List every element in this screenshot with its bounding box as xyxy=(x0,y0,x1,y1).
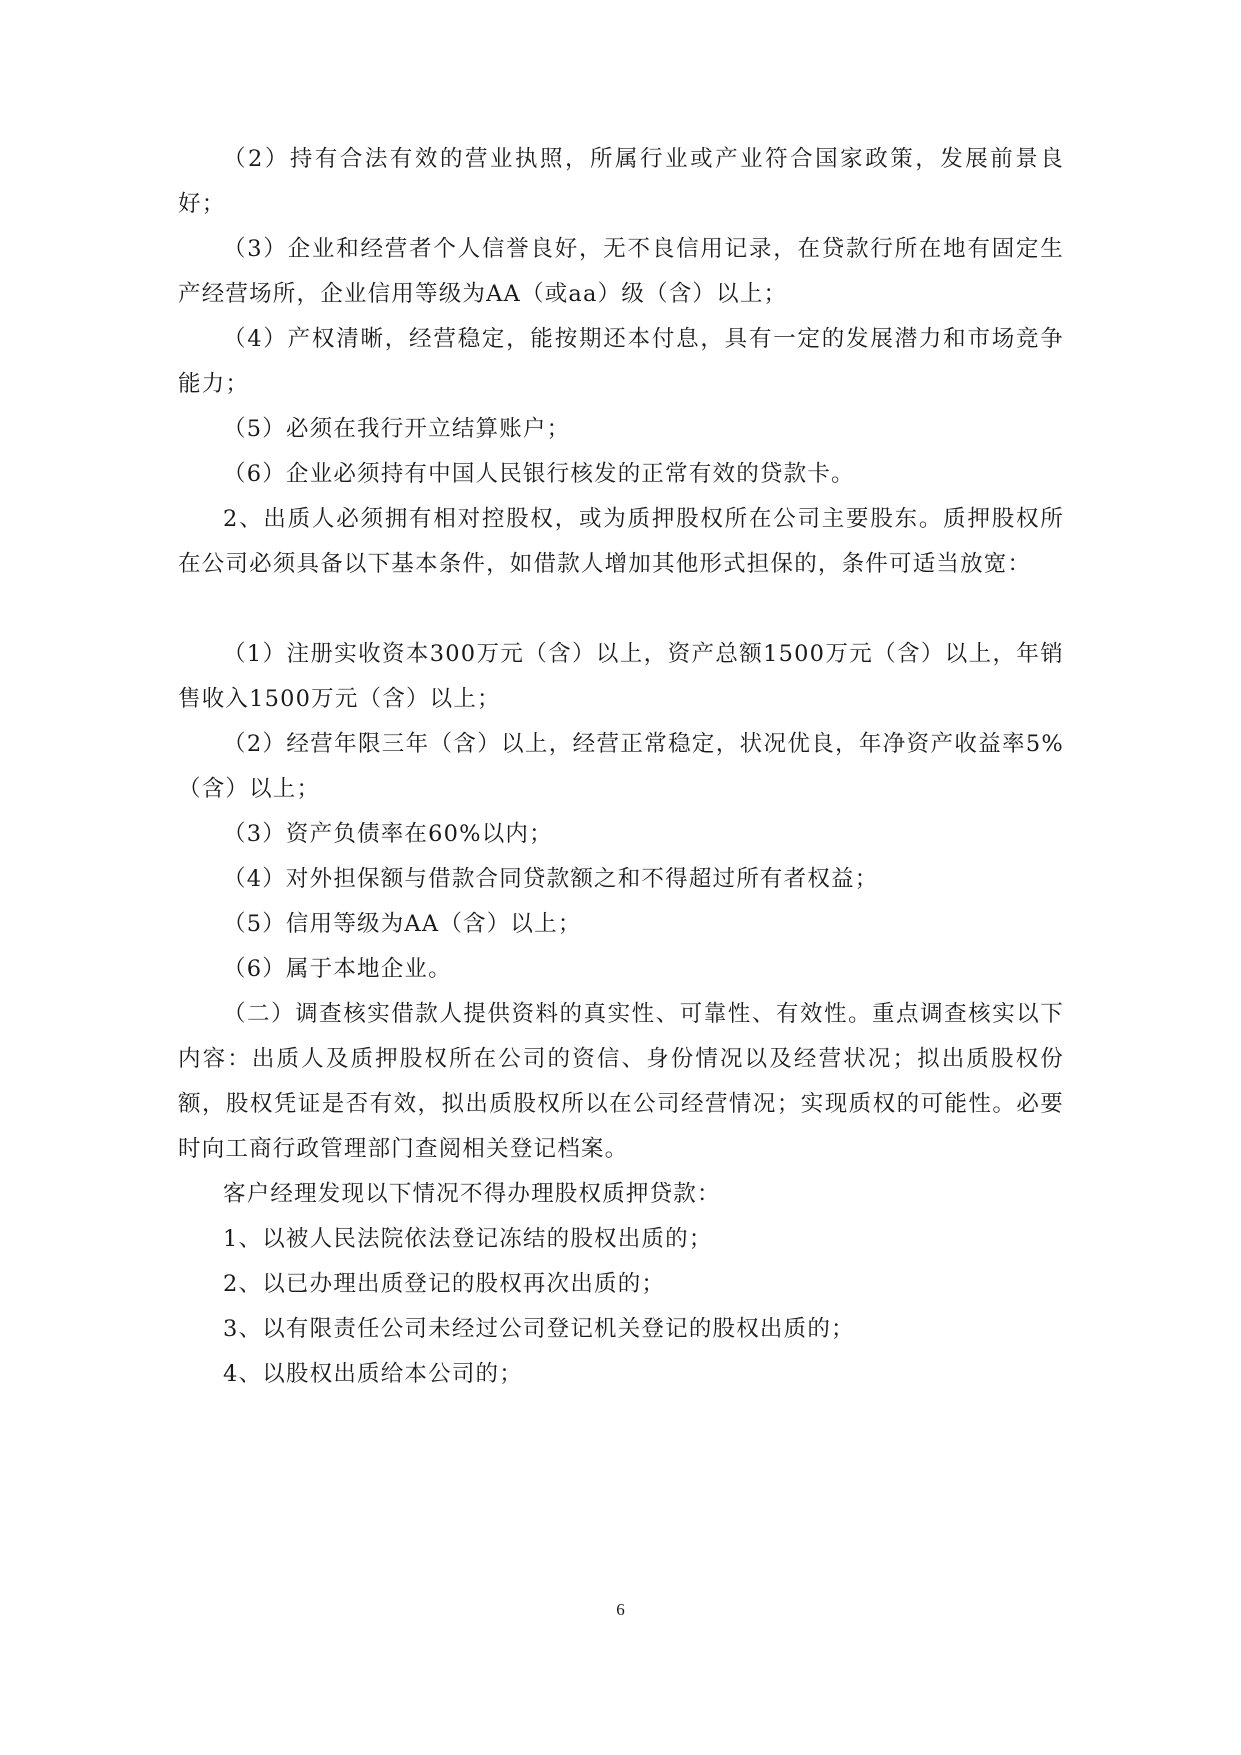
paragraph-prohibited-intro: 客户经理发现以下情况不得办理股权质押贷款： xyxy=(223,1181,721,1207)
paragraph-company-condition-4: （4）对外担保额与借款合同贷款额之和不得超过所有者权益； xyxy=(223,866,879,892)
paragraph-company-condition-1: （1）注册实收资本300万元（含）以上，资产总额1500万元（含）以上，年销售收入1500万元（含）以上； xyxy=(178,641,1064,712)
paragraph-condition-5: （5）必须在我行开立结算账户； xyxy=(223,416,571,442)
paragraph-condition-2: （2）持有合法有效的营业执照，所属行业或产业符合国家政策，发展前景良好； xyxy=(178,146,1064,217)
paragraph-prohibited-3: 3、以有限责任公司未经过公司登记机关登记的股权出质的； xyxy=(223,1316,855,1342)
paragraph-company-condition-6: （6）属于本地企业。 xyxy=(223,956,452,982)
paragraph-company-condition-3: （3）资产负债率在60%以内； xyxy=(223,821,553,847)
paragraph-prohibited-4: 4、以股权出质给本公司的； xyxy=(223,1361,523,1387)
paragraph-prohibited-1: 1、以被人民法院依法登记冻结的股权出质的； xyxy=(223,1226,713,1252)
paragraph-condition-4: （4）产权清晰，经营稳定，能按期还本付息，具有一定的发展潜力和市场竞争能力； xyxy=(178,326,1064,397)
paragraph-section-2-investigation: （二）调查核实借款人提供资料的真实性、可靠性、有效性。重点调查核实以下内容：出质人及质押股权所在公司的资信、身份情况以及经营状况；拟出质股权份额，股权凭证是否有效，拟出质股权所以在公司经营情况；实现质权的可能性。必要时向工商行政管理部门查阅相关登记档案。 xyxy=(178,1001,1064,1162)
page-number: 6 xyxy=(616,1600,625,1619)
paragraph-prohibited-2: 2、以已办理出质登记的股权再次出质的； xyxy=(223,1271,666,1297)
paragraph-company-condition-5: （5）信用等级为AA（含）以上； xyxy=(223,911,582,937)
paragraph-condition-6: （6）企业必须持有中国人民银行核发的正常有效的贷款卡。 xyxy=(223,461,855,487)
paragraph-company-condition-2: （2）经营年限三年（含）以上，经营正常稳定，状况优良，年净资产收益率5%（含）以上； xyxy=(178,731,1064,802)
paragraph-pledgor-requirements: 2、出质人必须拥有相对控股权，或为质押股权所在公司主要股东。质押股权所在公司必须具备以下基本条件，如借款人增加其他形式担保的，条件可适当放宽： xyxy=(178,506,1064,577)
paragraph-condition-3: （3）企业和经营者个人信誉良好，无不良信用记录，在贷款行所在地有固定生产经营场所，企业信用等级为AA（或aa）级（含）以上； xyxy=(178,236,1064,307)
